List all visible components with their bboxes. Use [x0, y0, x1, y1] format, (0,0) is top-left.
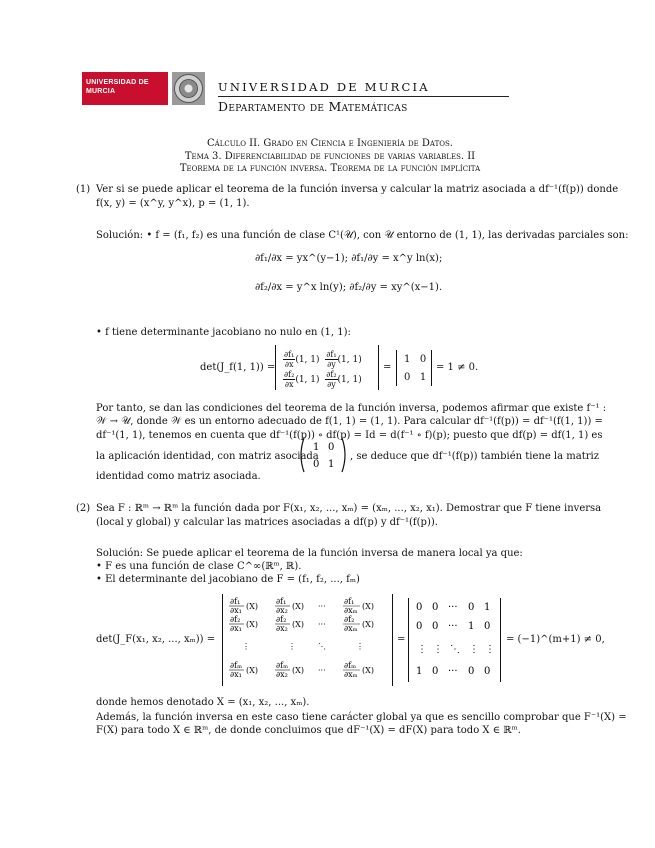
problem-1-bullet-jacobian: • f tiene determinante jacobiano no nulo en (1, 1):: [96, 327, 351, 338]
det-result: = 1 ≠ 0.: [436, 362, 479, 373]
equals-sign-2: =: [397, 634, 406, 645]
svg-text:⋮: ⋮: [433, 644, 443, 655]
svg-text:∂f₁: ∂f₁: [344, 597, 355, 606]
identity-det-left-bar: [396, 350, 397, 386]
problem-1-paragraph-line2: 𝒲 → 𝒰, donde 𝒲 es un entorno adecuado de f(1, 1) = (1, 1). Para calcular df⁻¹(f(p)) = df⁻¹(f(1, 1)) =: [96, 416, 603, 427]
problem-1-solution-intro: Solución: • f = (f₁, f₂) es una función de clase C¹(𝒰), con 𝒰 entorno de (1, 1), las derivadas parciales son:: [96, 230, 629, 241]
problem-2-conclusion-line1: Además, la función inversa en este caso tiene carácter global ya que es sencillo comprobar que F⁻¹(X) =: [96, 712, 627, 723]
jacobian-row2: $\frac{\text{∂f₂}}{\partial x}$ (1, 1) $\frac{\text{∂f₂}}{\partial y}$ (1, 1): [284, 370, 362, 389]
svg-text:0: 0: [484, 621, 491, 632]
svg-text:⋱: ⋱: [450, 644, 460, 655]
svg-text:⋱: ⋱: [318, 642, 326, 651]
university-seal-icon: [172, 72, 205, 105]
svg-text:0: 0: [468, 666, 475, 677]
svg-text:1: 1: [468, 621, 475, 632]
svg-text:∂x₁: ∂x₁: [230, 606, 242, 615]
svg-text:∂fₘ: ∂fₘ: [344, 661, 357, 670]
svg-text:0: 0: [328, 442, 335, 453]
topic-title: Tema 3. Diferenciabilidad de funciones de varias variables. II: [184, 151, 476, 162]
identity-row1: 1 0: [404, 354, 427, 365]
topic-subtitle: Teorema de la función inversa. Teorema de la función implícita: [179, 163, 481, 174]
problem-2-notation: donde hemos denotado X = (x₁, x₂, ..., xₘ).: [96, 697, 310, 708]
svg-text:∂f₂: ∂f₂: [230, 615, 241, 624]
logo-text-line2: MURCIA: [86, 88, 116, 95]
svg-text:···: ···: [318, 620, 326, 629]
svg-text:∂x₂: ∂x₂: [276, 670, 288, 679]
equals-sign: =: [383, 362, 392, 373]
svg-text:∂f₂: ∂f₂: [344, 615, 355, 624]
svg-text:1: 1: [484, 602, 491, 613]
jacobian-matrix-general: [226, 594, 391, 686]
svg-text:⋮: ⋮: [417, 644, 427, 655]
svg-text:(X): (X): [292, 620, 304, 629]
svg-text:∂f₁: ∂f₁: [230, 597, 241, 606]
problem-1-statement-line2: f(x, y) = (x^y, y^x), p = (1, 1).: [96, 198, 250, 209]
svg-text:···: ···: [318, 602, 326, 611]
svg-text:···: ···: [448, 666, 458, 677]
svg-text:∂xₘ: ∂xₘ: [344, 624, 358, 633]
svg-text:⋮: ⋮: [485, 644, 495, 655]
svg-text:0: 0: [432, 602, 439, 613]
svg-text:∂x₁: ∂x₁: [230, 670, 242, 679]
svg-text:∂fₘ: ∂fₘ: [230, 661, 243, 670]
big-det-left-bar: [222, 594, 223, 686]
svg-text:0: 0: [416, 621, 423, 632]
svg-text:(X): (X): [246, 620, 258, 629]
svg-text:0: 0: [484, 666, 491, 677]
problem-1-statement-line1: Ver si se puede aplicar el teorema de la función inversa y calcular la matriz asociada a df⁻¹(f(p)) donde: [96, 184, 619, 195]
big-det-result: = (−1)^(m+1) ≠ 0,: [506, 634, 605, 645]
svg-text:⋮: ⋮: [356, 642, 364, 651]
svg-text:(X): (X): [292, 602, 304, 611]
antidiagonal-matrix: [412, 598, 500, 682]
svg-text:1: 1: [328, 459, 335, 470]
problem-1-number: (1): [76, 184, 91, 195]
svg-text:(X): (X): [246, 666, 258, 675]
university-logo: [82, 72, 168, 105]
svg-text:∂x₂: ∂x₂: [276, 606, 288, 615]
problem-1-paragraph-line1: Por tanto, se dan las condiciones del teorema de la función inversa, podemos afirmar que existe f⁻¹ :: [96, 403, 607, 414]
jacobian-row1: $\frac{\text{∂f₁}}{\partial x}$ (1, 1) $\frac{\text{∂f₁}}{\partial y}$ (1, 1): [284, 350, 362, 369]
svg-text:(X): (X): [292, 666, 304, 675]
svg-text:(X): (X): [362, 620, 374, 629]
det-jacobian-label: det(J_f(1, 1)) =: [200, 362, 276, 373]
partial-derivatives-row1: ∂f₁/∂x = yx^(y−1); ∂f₁/∂y = x^y ln(x);: [255, 253, 443, 264]
svg-text:∂x₁: ∂x₁: [230, 624, 242, 633]
svg-text:0: 0: [416, 602, 423, 613]
svg-text:∂fₘ: ∂fₘ: [276, 661, 289, 670]
svg-text:0: 0: [468, 602, 475, 613]
course-title: Cálculo II. Grado en Ciencia e Ingeniería de Datos.: [206, 138, 453, 149]
svg-text:···: ···: [448, 602, 458, 613]
svg-text:···: ···: [448, 621, 458, 632]
problem-2-bullet-class: • F es una función de clase C^∞(ℝᵐ, ℝ).: [96, 561, 302, 572]
identity-det-right-bar: [431, 350, 432, 386]
problem-1-paragraph-line3: df⁻¹(1, 1), tenemos en cuenta que df⁻¹(f(p)) ∘ df(p) = Id = d(f⁻¹ ∘ f)(p); puesto que df(p) = df(1, 1) es: [96, 430, 603, 441]
problem-2-statement-line1: Sea F : ℝᵐ → ℝᵐ la función dada por F(x₁, x₂, ..., xₘ) = (xₘ, ..., x₂, x₁). Demostrar que F tiene inversa: [96, 503, 602, 514]
university-name: UNIVERSIDAD DE MURCIA: [218, 80, 430, 94]
partial-derivatives-row2: ∂f₂/∂x = y^x ln(y); ∂f₂/∂y = xy^(x−1).: [255, 282, 443, 293]
antidiag-det-left-bar: [408, 598, 409, 682]
svg-text:⋮: ⋮: [242, 642, 250, 651]
header-divider: [218, 96, 509, 97]
svg-text:0: 0: [432, 621, 439, 632]
svg-text:1: 1: [416, 666, 423, 677]
big-det-right-bar: [392, 594, 393, 686]
svg-text:∂f₂: ∂f₂: [276, 615, 287, 624]
antidiag-det-right-bar: [500, 598, 501, 682]
big-det-label: det(J_F(x₁, x₂, ..., xₘ)) =: [96, 634, 216, 645]
svg-text:1: 1: [313, 442, 320, 453]
problem-1-paragraph-line4b: , se deduce que df⁻¹(f(p)) también tiene la matriz: [350, 451, 599, 462]
problem-2-conclusion-line2: F(X) para todo X ∈ ℝᵐ, de donde concluimos que dF⁻¹(X) = dF(X) para todo X ∈ ℝᵐ.: [96, 725, 521, 736]
svg-text:∂x₂: ∂x₂: [276, 624, 288, 633]
problem-1-paragraph-line4a: la aplicación identidad, con matriz asociada: [96, 451, 319, 462]
svg-text:···: ···: [318, 666, 326, 675]
department-name: Departamento de Matemáticas: [218, 99, 408, 114]
svg-text:0: 0: [432, 666, 439, 677]
problem-1-paragraph-line5: identidad como matriz asociada.: [96, 471, 261, 482]
problem-2-solution-intro: Solución: Se puede aplicar el teorema de la función inversa de manera local ya que:: [96, 548, 523, 559]
problem-2-number: (2): [76, 503, 91, 514]
svg-text:(X): (X): [246, 602, 258, 611]
svg-text:⋮: ⋮: [288, 642, 296, 651]
svg-text:∂xₘ: ∂xₘ: [344, 670, 358, 679]
svg-text:(X): (X): [362, 666, 374, 675]
svg-text:(X): (X): [362, 602, 374, 611]
svg-text:0: 0: [313, 459, 320, 470]
det-left-bar: [275, 345, 276, 390]
svg-text:∂f₁: ∂f₁: [276, 597, 287, 606]
det-right-bar: [378, 345, 379, 390]
problem-2-statement-line2: (local y global) y calcular las matrices asociadas a df(p) y df⁻¹(f(p)).: [96, 517, 438, 528]
problem-2-bullet-det: • El determinante del jacobiano de F = (f₁, f₂, ..., fₘ): [96, 574, 360, 585]
logo-text-line1: UNIVERSIDAD DE: [86, 79, 149, 86]
identity-row2: 0 1: [404, 372, 427, 383]
identity-matrix: [298, 436, 348, 474]
svg-text:∂xₘ: ∂xₘ: [344, 606, 358, 615]
svg-text:⋮: ⋮: [469, 644, 479, 655]
